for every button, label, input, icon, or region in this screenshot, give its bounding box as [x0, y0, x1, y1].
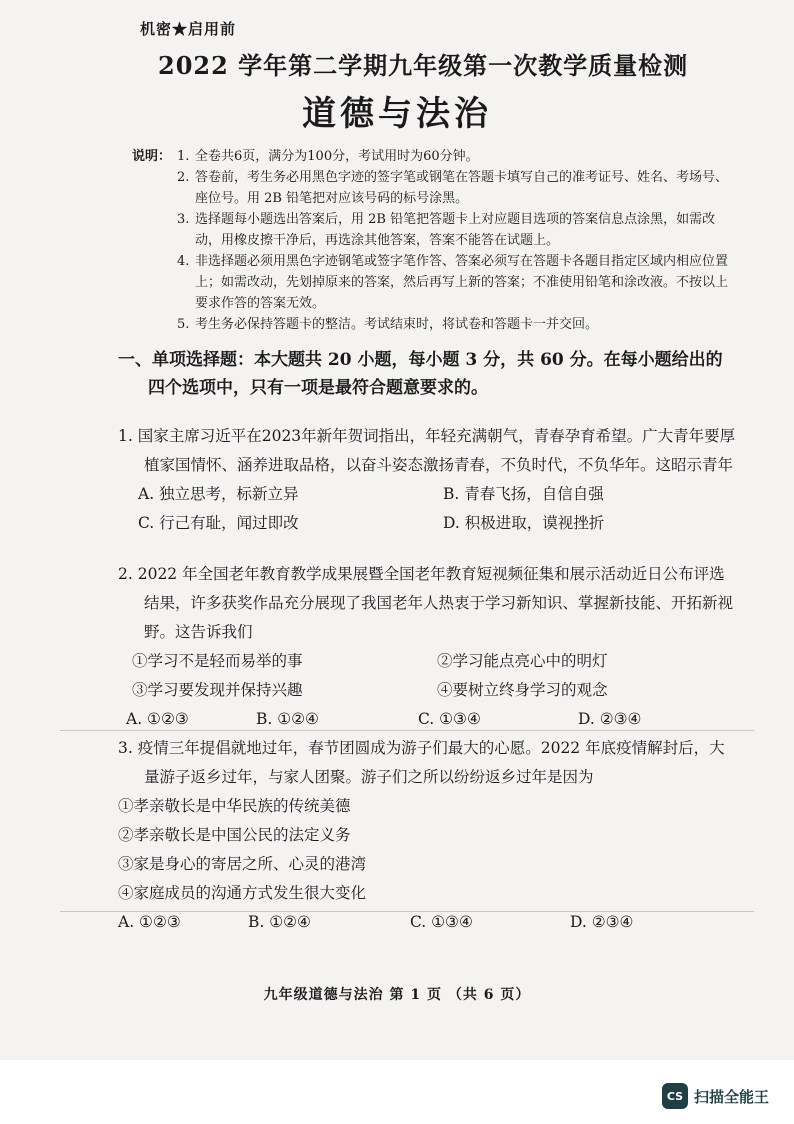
- statement-4: ④要树立终身学习的观念: [437, 681, 608, 699]
- camscanner-logo-icon: CS: [662, 1083, 688, 1109]
- statement-list: [118, 647, 738, 705]
- scanner-label: 扫描全能王: [694, 1087, 770, 1106]
- option-d: D. ②③④: [578, 710, 642, 728]
- statement-3: ③学习要发现并保持兴趣: [132, 681, 303, 699]
- question-stem: 3. 疫情三年提倡就地过年，春节团圆成为游子们最大的心愿。2022 年底疫情解封后，大量游子返乡过年，与家人团聚。游子们之所以纷纷返乡过年是因为: [118, 739, 725, 786]
- question-2: [118, 560, 738, 734]
- question-1: [118, 422, 738, 538]
- option-d: D. 积极进取，谟视挫折: [443, 514, 605, 532]
- answer-options: [118, 480, 738, 538]
- option-d: D. ②③④: [570, 913, 634, 931]
- secret-mark: 机密★启用前: [140, 20, 237, 38]
- statement-list: [118, 792, 738, 908]
- option-a: A. ①②③: [118, 913, 181, 931]
- instruction-item: 5. 考生务必保持答题卡的整洁。考试结束时，将试卷和答题卡一并交回。: [177, 317, 599, 332]
- instruction-item: 4. 非选择题必须用黑色字迹钢笔或签字笔作答、答案必须写在答题卡各题目指定区域内相应位置上；如需改动，先划掉原来的答案，然后再写上新的答案；不准使用铅笔和涂改液。不按以上要求作答的答案无效。: [177, 254, 729, 311]
- instruction-item: 3. 选择题每小题选出答案后，用 2B 铅笔把答题卡上对应题目选项的答案信息点涂黑，如需改动，用橡皮擦干净后，再选涂其他答案，答案不能答在试题上。: [177, 212, 716, 248]
- option-b: B. 青春飞扬，自信自强: [443, 485, 604, 503]
- option-a: A. 独立思考，标新立异: [138, 485, 299, 503]
- statement-1: ①学习不是轻而易举的事: [132, 652, 303, 670]
- subject-title: 道德与法治: [302, 94, 492, 134]
- instruction-item: 1. 全卷共6页，满分为100分，考试用时为60分钟。: [177, 149, 479, 164]
- option-a: A. ①②③: [126, 710, 189, 728]
- option-c: C. ①③④: [410, 913, 473, 931]
- statement-3: ③家是身心的寄居之所、心灵的港湾: [118, 855, 367, 873]
- statement-4: ④家庭成员的沟通方式发生很大变化: [118, 884, 367, 902]
- instructions-label: 说明：: [132, 149, 172, 164]
- section-heading: 一、单项选择题：本大题共 20 小题，每小题 3 分，共 60 分。在每小题给出的 四个选项中，只有一项是最符合题意要求的。: [118, 350, 723, 398]
- question-stem: 2. 2022 年全国老年教育教学成果展暨全国老年教育短视频征集和展示活动近日公布评选结果，许多获奖作品充分展现了我国老年人热衷于学习新知识、掌握新技能、开拓新视野。这告诉我们: [118, 565, 734, 641]
- statement-1: ①孝亲敬长是中华民族的传统美德: [118, 797, 351, 815]
- exam-title: 2022 学年第二学期九年级第一次教学质量检测: [158, 51, 689, 80]
- instruction-item: 2. 答卷前，考生务必用黑色字迹的签字笔或钢笔在答题卡填写自己的准考证号、姓名、考场号、座位号。用 2B 铅笔把对应该号码的标号涂黑。: [177, 170, 729, 206]
- option-b: B. ①②④: [256, 710, 319, 728]
- option-c: C. 行己有耻，闻过即改: [138, 514, 299, 532]
- exam-instructions: [132, 146, 732, 335]
- scanner-watermark: [662, 1083, 769, 1109]
- statement-2: ②孝亲敬长是中国公民的法定义务: [118, 826, 351, 844]
- option-b: B. ①②④: [248, 913, 311, 931]
- statement-2: ②学习能点亮心中的明灯: [437, 652, 608, 670]
- answer-options: [118, 908, 738, 937]
- question-stem: 1. 国家主席习近平在2023年新年贺词指出，年轻充满朝气，青春孕育希望。广大青年要厚植家国情怀、涵养进取品格，以奋斗姿态激扬青春，不负时代，不负华年。这昭示青年: [118, 427, 736, 474]
- question-3: [118, 734, 738, 937]
- page-footer: 九年级道德与法治 第 1 页 （共 6 页）: [263, 987, 531, 1003]
- option-c: C. ①③④: [418, 710, 481, 728]
